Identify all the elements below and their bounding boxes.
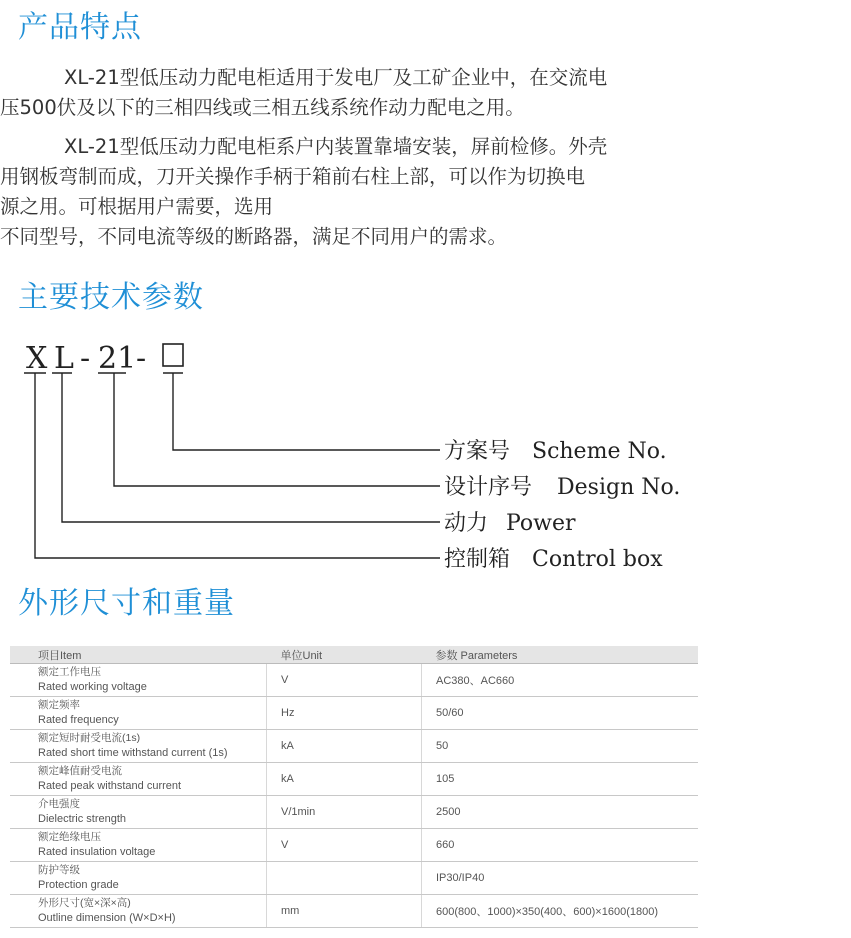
value-cell: AC380、AC660 [422, 664, 699, 697]
tech-title: 主要技术参数 [18, 280, 204, 315]
header-parameters: 参数 Parameters [422, 646, 699, 664]
label-scheme-cn: 方案号 [444, 439, 511, 464]
features-title: 产品特点 [18, 10, 142, 45]
model-labels [444, 439, 680, 572]
model-char-dash-2: - [136, 341, 147, 376]
label-scheme-en: Scheme No. [532, 439, 667, 464]
value-cell: 660 [422, 829, 699, 862]
label-design-cn: 设计序号 [444, 475, 533, 500]
item-cn: 介电强度 [38, 798, 80, 810]
table-row [10, 862, 698, 895]
model-char-dash-1: - [80, 341, 91, 376]
label-design-en: Design No. [557, 475, 681, 500]
header-item: 项目Item [10, 646, 267, 664]
features-p1-line2: 压500伏及以下的三相四线或三相五线系统作动力配电之用。 [0, 96, 525, 119]
table-row [10, 730, 698, 763]
unit-cell [267, 862, 422, 895]
table-row [10, 664, 698, 697]
item-cn: 额定绝缘电压 [38, 831, 101, 843]
label-power-cn: 动力 [444, 511, 489, 536]
unit-cell: kA [267, 763, 422, 796]
dims-title: 外形尺寸和重量 [18, 586, 235, 621]
item-cn: 额定工作电压 [38, 666, 101, 678]
item-en: Rated peak withstand current [38, 780, 182, 792]
model-char-l: L [54, 341, 74, 376]
table-row [10, 763, 698, 796]
table-row [10, 829, 698, 862]
features-p2-line2: 用钢板弯制而成，刀开关操作手柄于箱前右柱上部，可以作为切换电 [0, 165, 586, 188]
features-p2-line3: 源之用。可根据用户需要，选用 [0, 195, 274, 218]
model-char-21: 21 [98, 341, 137, 376]
features-paragraph-2 [0, 132, 720, 252]
item-en: Outline dimension (W×D×H) [38, 912, 176, 924]
item-cn: 额定频率 [38, 699, 80, 711]
table-row [10, 697, 698, 730]
features-p2-line4: 不同型号，不同电流等级的断路器，满足不同用户的需求。 [0, 225, 508, 248]
item-en: Rated short time withstand current (1s) [38, 747, 228, 759]
header-unit: 单位Unit [267, 646, 422, 664]
unit-cell: V [267, 664, 422, 697]
value-cell: 50/60 [422, 697, 699, 730]
model-char-x: X [26, 341, 48, 376]
value-cell: 600(800、1000)×350(400、600)×1600(1800) [422, 895, 699, 928]
features-p2-line1: XL-21型低压动力配电柜系户内装置靠墙安装，屏前检修。外壳 [64, 135, 608, 158]
unit-cell: Hz [267, 697, 422, 730]
value-cell: 2500 [422, 796, 699, 829]
label-control-en: Control box [532, 547, 663, 572]
spec-table-header [10, 646, 698, 664]
table-row [10, 796, 698, 829]
spec-table [10, 646, 698, 928]
item-cn: 外形尺寸(宽×深×高) [38, 897, 131, 909]
features-p1-line1: XL-21型低压动力配电柜适用于发电厂及工矿企业中，在交流电 [64, 66, 608, 89]
features-paragraph-1 [0, 63, 720, 123]
model-scheme-box [163, 344, 183, 366]
value-cell: 105 [422, 763, 699, 796]
item-en: Rated insulation voltage [38, 846, 156, 858]
item-cn: 额定短时耐受电流(1s) [38, 732, 141, 744]
item-cn: 额定峰值耐受电流 [38, 765, 122, 777]
table-row [10, 895, 698, 928]
item-cn: 防护等级 [38, 864, 80, 876]
item-en: Protection grade [38, 879, 119, 891]
value-cell: 50 [422, 730, 699, 763]
item-en: Rated frequency [38, 714, 119, 726]
model-code-diagram [0, 330, 720, 580]
item-en: Rated working voltage [38, 681, 147, 693]
label-power-en: Power [506, 511, 576, 536]
model-leader-lines [35, 373, 440, 558]
unit-cell: kA [267, 730, 422, 763]
label-control-cn: 控制箱 [444, 547, 511, 572]
value-cell: IP30/IP40 [422, 862, 699, 895]
item-en: Dielectric strength [38, 813, 127, 825]
unit-cell: V/1min [267, 796, 422, 829]
unit-cell: V [267, 829, 422, 862]
unit-cell: mm [267, 895, 422, 928]
